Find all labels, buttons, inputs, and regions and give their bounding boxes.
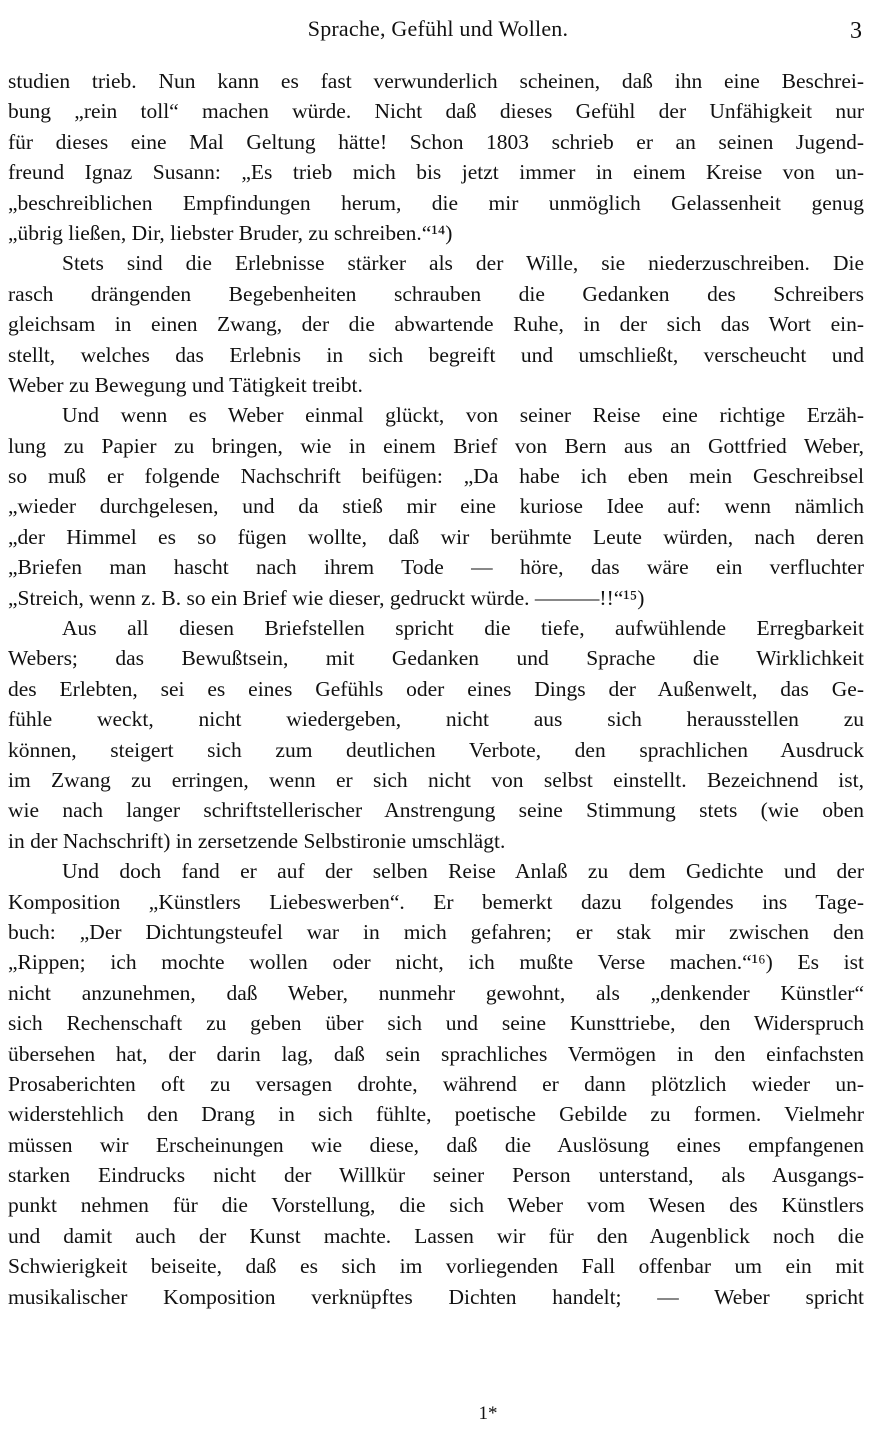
text-line-4: freund Ignaz Susann: „Es trieb mich bis jetzt immer in einem Kreise von un- [8,160,864,185]
text-line-2: bung „rein toll“ machen würde. Nicht daß dieses Gefühl der Unfähigkeit nur [8,99,864,124]
signature-mark: 1* [478,1403,498,1424]
text-line-11: Weber zu Bewegung und Tätigkeit treibt. [8,372,363,397]
text-line-1: studien trieb. Nun kann es fast verwunderlich scheinen, daß ihn eine Beschrei- [8,69,864,93]
text-line-7: Stets sind die Erlebnisse stärker als der Wille, sie niederzuschreiben. Die [62,251,864,276]
text-line-37: starken Eindrucks nicht der Willkür seiner Person unterstand, als Ausgangs- [8,1163,864,1188]
text-line-17: „Briefen man hascht nach ihrem Tode — höre, das wäre ein verfluchter [8,555,864,580]
text-line-13: lung zu Papier zu bringen, wie in einem Brief von Bern aus an Gottfried Weber, [8,433,864,458]
text-line-20: Webers; das Bewußtsein, mit Gedanken und Sprache die Wirklichkeit [8,646,864,671]
text-line-12: Und wenn es Weber einmal glückt, von seiner Reise eine richtige Erzäh- [62,403,864,428]
text-line-14: so muß er folgende Nachschrift beifügen: „Da habe ich eben mein Geschreibsel [8,464,864,489]
text-line-23: können, steigert sich zum deutlichen Verbote, den sprachlichen Ausdruck [8,737,864,762]
text-line-21: des Erlebten, sei es eines Gefühls oder eines Dings der Außenwelt, das Ge- [8,676,864,701]
running-title: Sprache, Gefühl und Wollen. [307,16,569,41]
text-line-5: „beschreiblichen Empfindungen herum, die mir unmöglich Gelassenheit genug [8,190,864,215]
text-line-27: Und doch fand er auf der selben Reise Anlaß zu dem Gedichte und der [62,859,864,884]
text-line-19: Aus all diesen Briefstellen spricht die tiefe, aufwühlende Erregbarkeit [62,616,864,641]
text-line-25: wie nach langer schriftstellerischer Anstrengung seine Stimmung stets (wie oben [8,798,864,823]
body-text [8,66,864,1312]
text-line-3: für dieses eine Mal Geltung hätte! Schon 1803 schrieb er an seinen Jugend- [8,129,864,154]
text-line-35: widerstehlich den Drang in sich fühlte, poetische Gebilde zu formen. Vielmehr [8,1102,864,1127]
text-line-28: Komposition „Künstlers Liebeswerben“. Er bemerkt dazu folgendes ins Tage- [8,889,864,914]
text-line-34: Prosaberichten oft zu versagen drohte, während er dann plötzlich wieder un- [8,1071,864,1096]
text-line-24: im Zwang zu erringen, wenn er sich nicht von selbst einstellt. Bezeichnend ist, [8,767,864,792]
text-line-33: übersehen hat, der darin lag, daß sein sprachliches Vermögen in den einfachsten [8,1041,864,1066]
text-line-6: „übrig ließen, Dir, liebster Bruder, zu schreiben.“¹⁴) [8,220,453,245]
page-number: 3 [850,18,862,44]
text-line-41: musikalischer Komposition verknüpftes Dichten handelt; — Weber spricht [8,1284,864,1309]
text-line-10: stellt, welches das Erlebnis in sich begreift und umschließt, verscheucht und [8,342,864,367]
text-line-18: „Streich, wenn z. B. so ein Brief wie dieser, gedruckt würde. ———!!“¹⁵) [8,585,645,610]
text-line-31: nicht anzunehmen, daß Weber, nunmehr gewohnt, als „denkender Künstler“ [8,980,864,1005]
text-line-26: in der Nachschrift) in zersetzende Selbstironie umschlägt. [8,828,506,853]
text-line-22: fühle weckt, nicht wiedergeben, nicht aus sich herausstellen zu [8,707,864,732]
signature-mark-row [0,1402,876,1426]
text-line-38: punkt nehmen für die Vorstellung, die sich Weber vom Wesen des Künstlers [8,1193,864,1218]
text-line-8: rasch drängenden Begebenheiten schrauben die Gedanken des Schreibers [8,281,864,306]
text-line-30: „Rippen; ich mochte wollen oder nicht, ich mußte Verse machen.“¹⁶) Es ist [8,950,864,975]
text-line-9: gleichsam in einen Zwang, der die abwartende Ruhe, in der sich das Wort ein- [8,312,864,337]
text-line-29: buch: „Der Dichtungsteufel war in mich gefahren; er stak mir zwischen den [8,919,864,944]
running-head [0,14,876,44]
text-line-39: und damit auch der Kunst machte. Lassen wir für den Augenblick noch die [8,1223,864,1248]
text-line-40: Schwierigkeit beiseite, daß es sich im vorliegenden Fall offenbar um ein mit [8,1254,864,1279]
text-line-15: „wieder durchgelesen, und da stieß mir eine kuriose Idee auf: wenn nämlich [8,494,864,519]
text-line-16: „der Himmel es so fügen wollte, daß wir berühmte Leute würden, nach deren [8,524,864,549]
text-line-36: müssen wir Erscheinungen wie diese, daß die Auslösung eines empfangenen [8,1132,864,1157]
text-line-32: sich Rechenschaft zu geben über sich und seine Kunsttriebe, den Widerspruch [8,1011,864,1036]
